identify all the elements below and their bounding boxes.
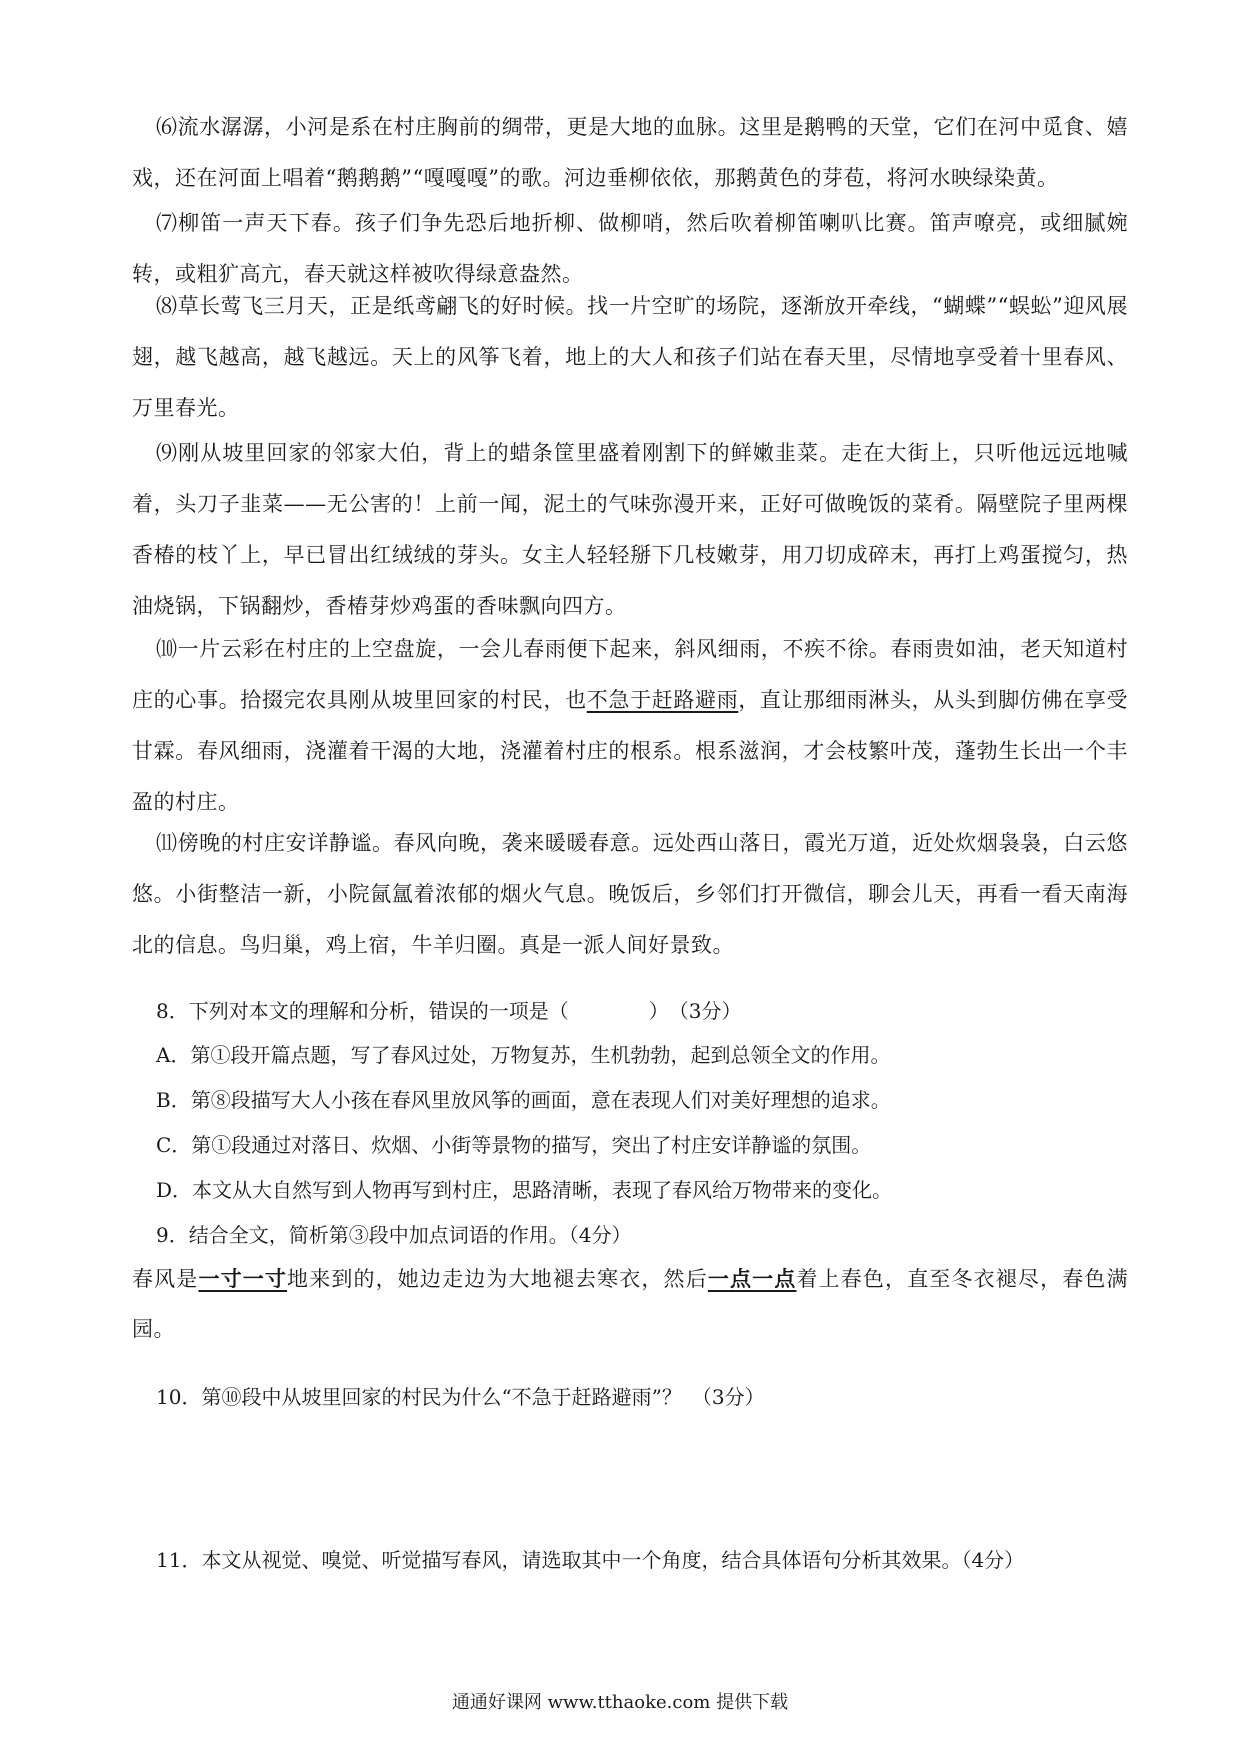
paragraph-6 — [132, 102, 1128, 204]
paragraph-text: ，直让那细雨淋头，从头到脚仿佛在享受甘霖。春风细雨，浇灌着干渴的大地，浇灌着村庄的根系。根系滋润，才会枝繁叶茂，蓬勃生长出一个丰盈的村庄。 — [132, 688, 1129, 814]
paragraph-number: ⑺ — [156, 211, 179, 235]
paragraph-text: 刚从坡里回家的邻家大伯，背上的蜡条筐里盛着刚割下的鲜嫩韭菜。走在大街上，只听他远远地喊着，头刀子韭菜——无公害的！上前一闻，泥土的气味弥漫开来，正好可做晚饭的菜肴。隔壁院子里两棵香椿的枝丫上，早已冒出红绒绒的芽头。女主人轻轻掰下几枝嫩芽，用刀切成碎末，再打上鸡蛋搅匀，热油烧锅，下锅翻炒，香椿芽炒鸡蛋的香味飘向四方。 — [132, 441, 1129, 618]
quote-text: 春风是 — [132, 1267, 199, 1291]
dotted-word-2: 一点一点 — [707, 1266, 797, 1291]
underlined-phrase: 不急于赶路避雨 — [586, 688, 739, 712]
question-9: 9．结合全文，简析第③段中加点词语的作用。（4分） — [156, 1223, 632, 1247]
quote-text: 着上春色，直至冬衣褪尽，春色满园。 — [132, 1267, 1129, 1341]
paragraph-text: 一片云彩在村庄的上空盘旋，一会儿春雨便下起来，斜风细雨，不疾不徐。春雨贵如油，老天知道村庄的心事。拾掇完农具刚从坡里回家的村民，也 — [132, 637, 1129, 712]
question-9-quote — [132, 1254, 1128, 1354]
quote-text: 地来到的，她边走边为大地褪去寒衣，然后 — [287, 1267, 708, 1291]
question-8 — [156, 994, 1128, 1028]
question-score: ） （3分） — [648, 999, 742, 1023]
paragraph-number: ⑽ — [156, 637, 178, 661]
paragraph-text: 柳笛一声天下春。孩子们争先恐后地折柳、做柳哨，然后吹着柳笛喇叭比赛。笛声嘹亮，或细腻婉转，或粗犷高亢，春天就这样被吹得绿意盎然。 — [132, 211, 1129, 286]
paragraph-number: ⑹ — [156, 115, 178, 139]
option-c: C．第①段通过对落日、炊烟、小街等景物的描写，突出了村庄安详静谧的氛围。 — [156, 1133, 872, 1157]
paragraph-10 — [132, 624, 1128, 828]
paragraph-text: 流水潺潺，小河是系在村庄胸前的绸带，更是大地的血脉。这里是鹅鸭的天堂，它们在河中觅食、嬉戏，还在河面上唱着“鹅鹅鹅”“嘎嘎嘎”的歌。河边垂柳依依，那鹅黄色的芽苞，将河水映绿染黄。 — [132, 115, 1129, 190]
paragraph-8 — [132, 281, 1128, 434]
paragraph-number: ⑾ — [156, 831, 178, 855]
dotted-word-1: 一寸一寸 — [198, 1266, 288, 1291]
paragraph-11 — [132, 818, 1128, 971]
paragraph-text: 草长莺飞三月天，正是纸鸢翩飞的好时候。找一片空旷的场院，逐渐放开牵线，“蝴蝶”“蜈蚣”迎风展翅，越飞越高，越飞越远。天上的风筝飞着，地上的大人和孩子们站在春天里，尽情地享受着十里春风、万里春光。 — [132, 294, 1128, 420]
option-a: A．第①段开篇点题，写了春风过处，万物复苏，生机勃勃，起到总领全文的作用。 — [156, 1043, 891, 1067]
paragraph-number: ⑼ — [156, 441, 179, 465]
option-b: B．第⑧段描写大人小孩在春风里放风筝的画面，意在表现人们对美好理想的追求。 — [156, 1088, 891, 1112]
paragraph-number: ⑻ — [156, 294, 178, 318]
question-stem: 8．下列对本文的理解和分析，错误的一项是（ — [156, 999, 569, 1023]
paragraph-9 — [132, 428, 1128, 632]
paragraph-text: 傍晚的村庄安详静谧。春风向晚，袭来暖暖春意。远处西山落日，霞光万道，近处炊烟袅袅，白云悠悠。小街整洁一新，小院氤氲着浓郁的烟火气息。晚饭后，乡邻们打开微信，聊会儿天，再看一看天南海北的信息。鸟归巢，鸡上宿，牛羊归圈。真是一派人间好景致。 — [132, 831, 1129, 957]
question-10: 10．第⑩段中从坡里回家的村民为什么“不急于赶路避雨”？ （3分） — [156, 1385, 765, 1409]
page-footer: 通通好课网 www.tthaoke.com 提供下载 — [451, 1692, 789, 1713]
question-11: 11．本文从视觉、嗅觉、听觉描写春风，请选取其中一个角度，结合具体语句分析其效果。（4分） — [156, 1548, 1025, 1572]
option-d: D．本文从大自然写到人物再写到村庄，思路清晰，表现了春风给万物带来的变化。 — [156, 1178, 893, 1202]
